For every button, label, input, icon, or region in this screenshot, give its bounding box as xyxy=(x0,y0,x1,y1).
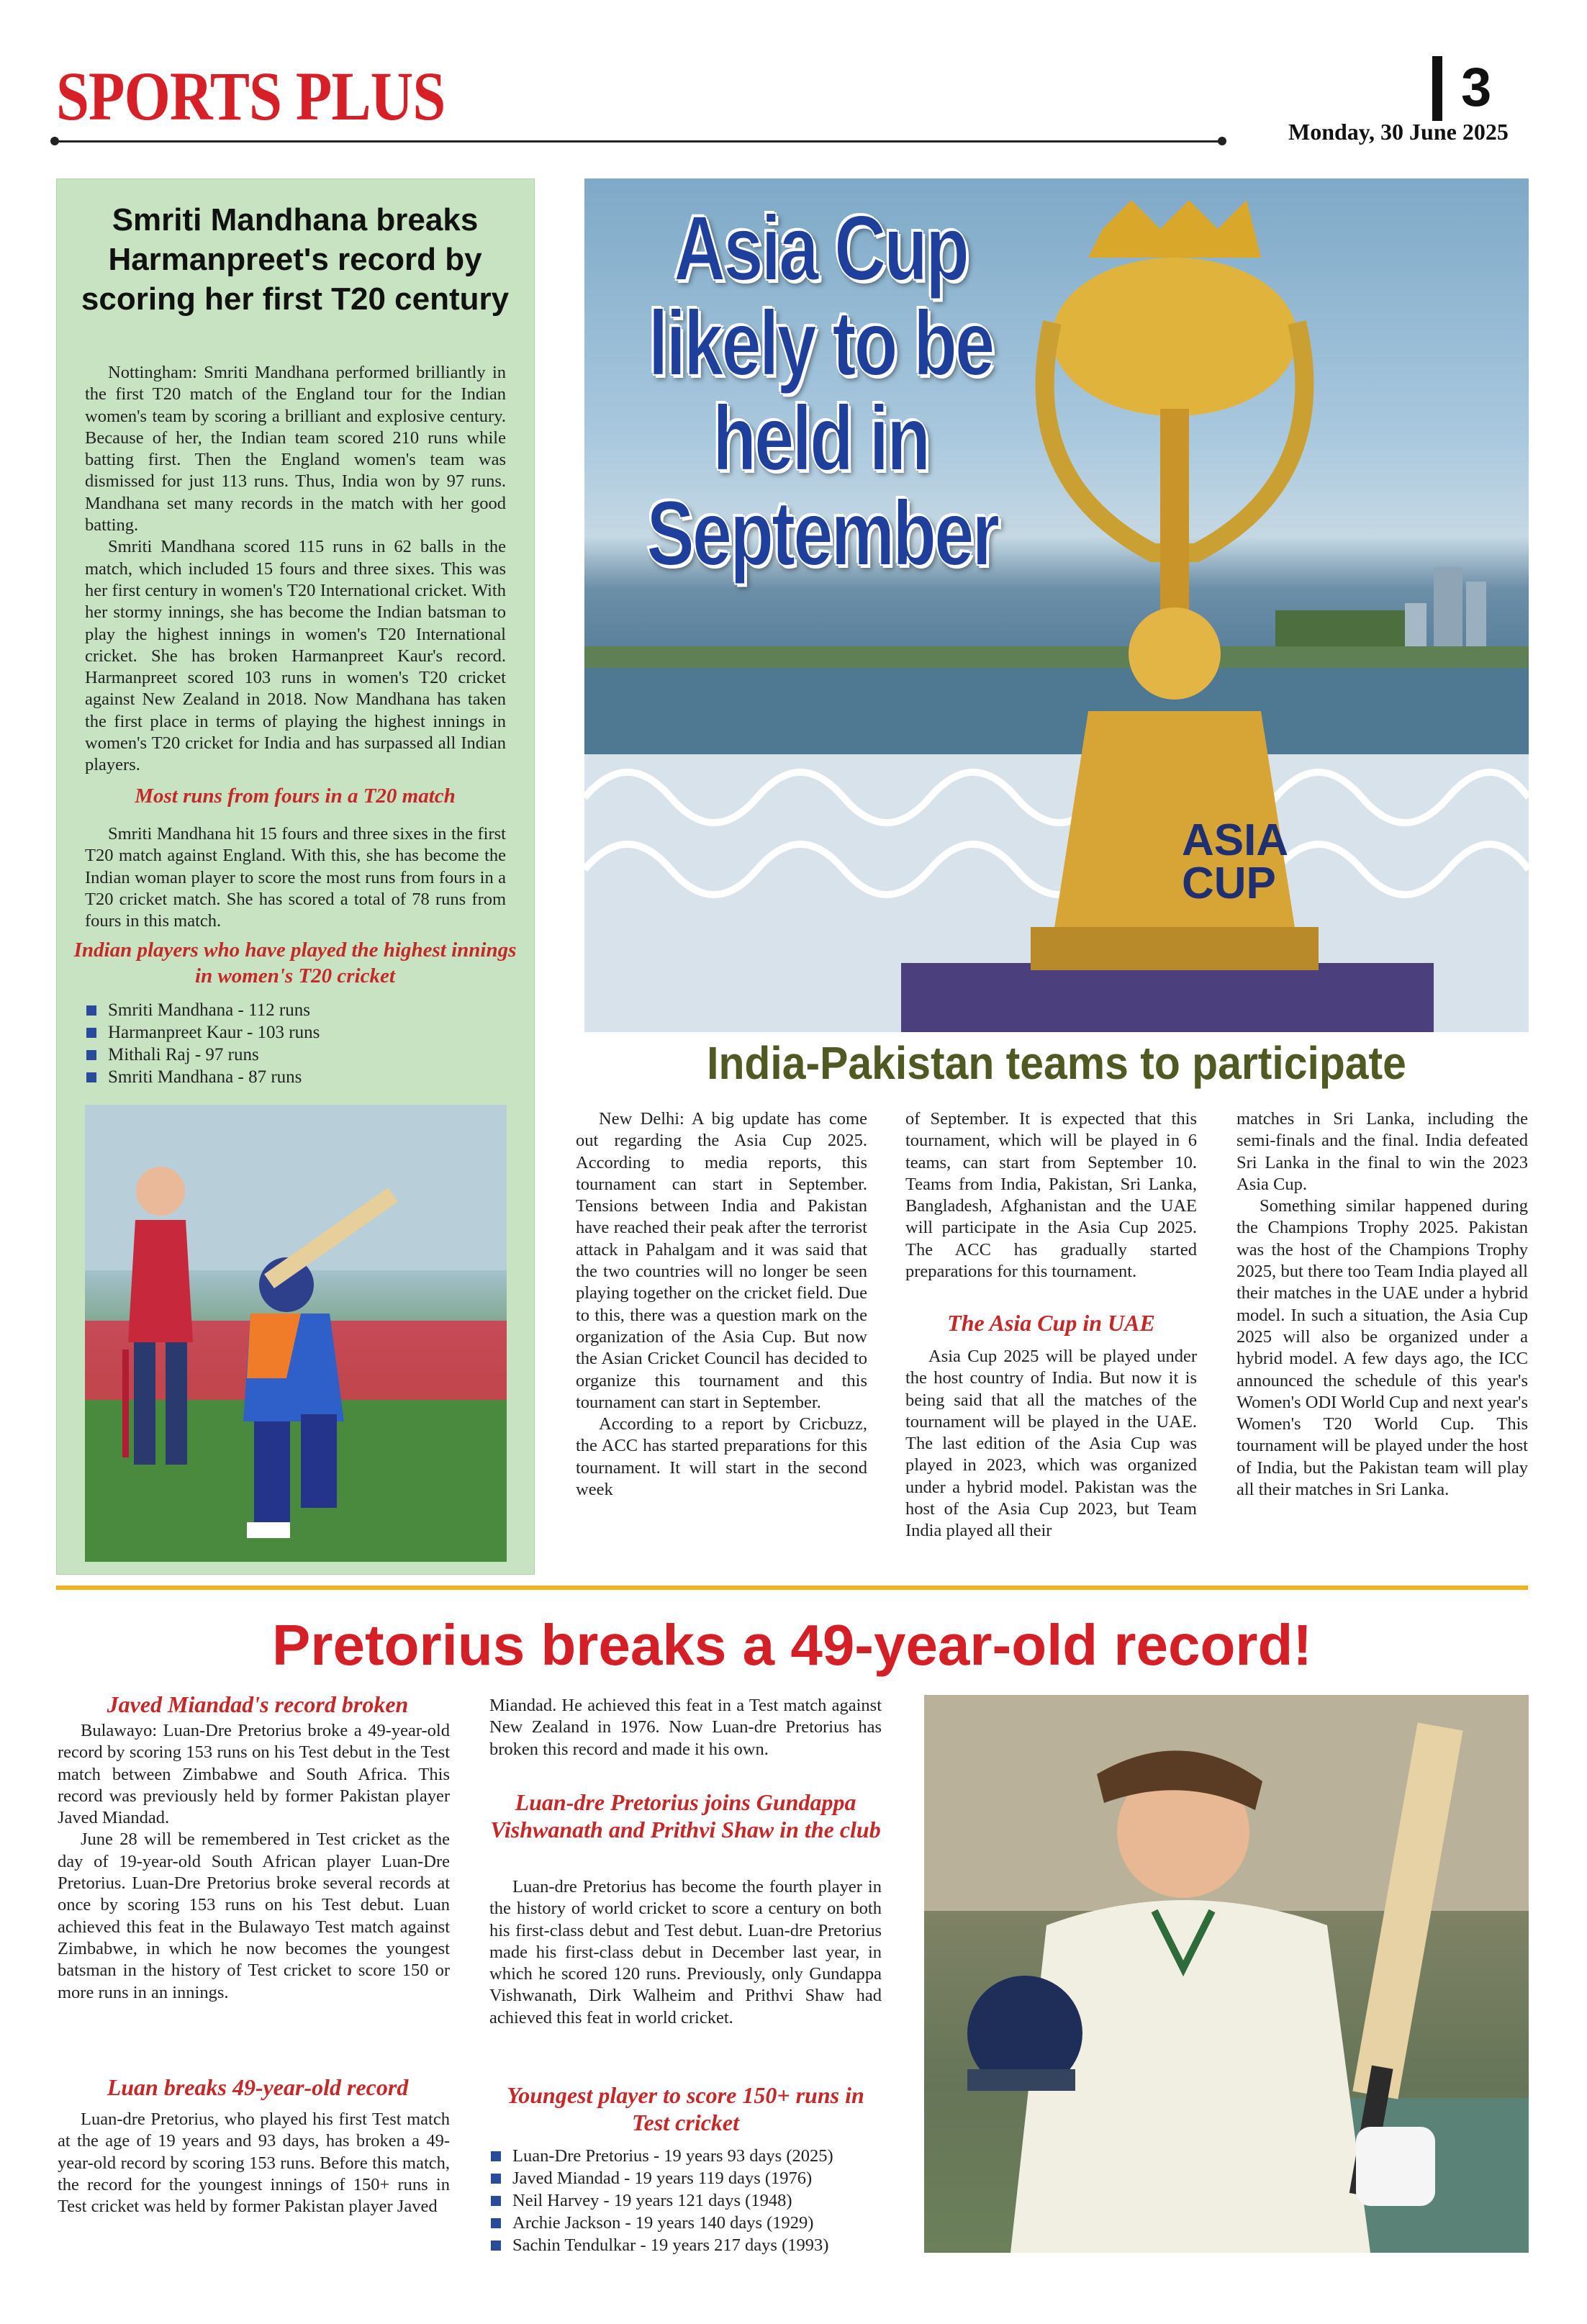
sidebar-subhead-highest-innings: Indian players who have played the highest innings in women's T20 cricket xyxy=(73,939,517,987)
svg-text:CUP: CUP xyxy=(1182,859,1276,908)
asia-cup-column-1 xyxy=(576,1108,867,1501)
asia-cup-column-2 xyxy=(905,1108,1197,1283)
article-paragraph: Luan-dre Pretorius, who played his first Test match at the age of 19 years and 93 days, has broken a 49-year-old record by scoring 153 runs. Before this match, the record for the youngest innings of 150+ runs in Test cricket was held by former Pakistan player Javed xyxy=(58,2110,450,2217)
sidebar-headline: Smriti Mandhana breaks Harmanpreet's record by scoring her first T20 century xyxy=(81,202,510,317)
header-rule xyxy=(56,140,1222,143)
list-item: Mithali Raj - 97 runs xyxy=(85,1044,506,1066)
pretorius-column-2 xyxy=(489,1695,882,1760)
list-item: Neil Harvey - 19 years 121 days (1948) xyxy=(489,2189,882,2212)
article-paragraph: Miandad. He achieved this feat in a Test match against New Zealand in 1976. Now Luan-dre Pretorius has broken this record and made it his own. xyxy=(489,1696,882,1759)
list-item: Smriti Mandhana - 112 runs xyxy=(85,999,506,1021)
asia-cup-uae-subhead: The Asia Cup in UAE xyxy=(947,1310,1155,1336)
sidebar-paragraph: Smriti Mandhana hit 15 fours and three sixes in the first T20 match against England. With this, she has become the Indian woman player to score the most runs from fours in a T20 cricket match. She has scored a total of 78 runs from fours in this match. xyxy=(85,824,506,931)
india-pakistan-headline: India-Pakistan teams to participate xyxy=(707,1037,1406,1089)
pretorius-column-1b xyxy=(58,2109,450,2217)
article-paragraph: Bulawayo: Luan-Dre Pretorius broke a 49-year-old record by scoring 153 runs on his Test debut in the Test match between Zimbabwe and South Africa. This record was previously held by former Pakistan player Javed Miandad. xyxy=(58,1721,450,1828)
sidebar-body-2 xyxy=(85,823,506,932)
asia-cup-column-2b xyxy=(905,1346,1197,1542)
section-divider xyxy=(56,1586,1528,1590)
youngest-150-list xyxy=(489,2145,882,2256)
sidebar-body-1 xyxy=(85,362,506,777)
list-item: Luan-Dre Pretorius - 19 years 93 days (2025) xyxy=(489,2145,882,2167)
header-rule-end-left xyxy=(50,137,59,145)
article-paragraph: of September. It is expected that this tournament, which will be played in 6 teams, can start from September 10. Teams from India, Pakistan, Sri Lanka, Bangladesh, Afghanistan and the UAE will participate in the Asia Cup 2025. The ACC has gradually started preparations for this tournament. xyxy=(905,1109,1197,1282)
list-item: Sachin Tendulkar - 19 years 217 days (1993) xyxy=(489,2234,882,2256)
smriti-batting-photo xyxy=(85,1105,507,1562)
asia-cup-headline: Asia Cup likely to be held in September xyxy=(646,197,998,585)
cricket-scene-illustration xyxy=(85,1105,507,1562)
article-paragraph: Asia Cup 2025 will be played under the host country of India. But now it is being said that all the matches of the tournament will be played in the UAE. The last edition of the Asia Cup was played in 2023, which was organized under a hybrid model. Pakistan was the host of the Asia Cup 2023, but Team India played all their xyxy=(905,1347,1197,1541)
header-rule-end-right xyxy=(1218,137,1226,145)
asia-cup-column-3 xyxy=(1236,1108,1528,1501)
pretorius-column-1 xyxy=(58,1720,450,2004)
pretorius-headline: Pretorius breaks a 49-year-old record! xyxy=(271,1613,1313,1677)
article-paragraph: According to a report by Cricbuzz, the ACC has started preparations for this tournament. It will start in the second week xyxy=(576,1414,867,1500)
club-subhead: Luan-dre Pretorius joins Gundappa Vishwanath and Prithvi Shaw in the club xyxy=(490,1789,881,1843)
youngest-player-subhead: Youngest player to score 150+ runs in Test cricket xyxy=(507,2082,864,2135)
sidebar-paragraph: Nottingham: Smriti Mandhana performed brilliantly in the first T20 match of the England tour for the Indian women's team by scoring a brilliant and explosive century. Because of her, the Indian team scored 210 runs while batting first. Then the England women's team was dismissed for just 113 runs. Thus, India won by 97 runs. Mandhana set many records in the match with her good batting. xyxy=(85,363,506,535)
article-paragraph: matches in Sri Lanka, including the semi-finals and the final. India defeated Sri Lanka in the final to win the 2023 Asia Cup. xyxy=(1236,1109,1528,1194)
sidebar-paragraph: Smriti Mandhana scored 115 runs in 62 balls in the match, which included 15 fours and three sixes. This was her first century in women's T20 International cricket. With her stormy innings, she has become the Indian batsman to play the highest innings in women's T20 International cricket. She has broken Harmanpreet Kaur's record. Harmanpreet scored 103 runs in women's T20 cricket against New Zealand in 2018. Now Mandhana has taken the first place in terms of playing the highest innings in women's T20 cricket for India and has surpassed all Indian players. xyxy=(85,537,506,775)
pretorius-illustration xyxy=(924,1695,1529,2253)
article-paragraph: Something similar happened during the Champions Trophy 2025. Pakistan was the host of the Champions Trophy 2025, but there too Team India played all their matches in the UAE under a hybrid model. In such a situation, the Asia Cup 2025 will also be organized under a hybrid model. A few days ago, the ICC announced the schedule of this year's Women's ODI World Cup and next year's Women's T20 World Cup. This tournament will be played under the host of India, but the Pakistan team will play all their matches in Sri Lanka. xyxy=(1236,1196,1528,1500)
list-item: Harmanpreet Kaur - 103 runs xyxy=(85,1021,506,1044)
highest-innings-list xyxy=(85,999,506,1088)
article-paragraph: June 28 will be remembered in Test cricket as the day of 19-year-old South African player Luan-Dre Pretorius. Luan-Dre Pretorius broke several records at once by scoring 153 runs on his Test debut. Luan achieved this feat in the Bulawayo Test match against Zimbabwe, in which he now becomes the youngest batsman in the history of Test cricket to score 150 or more runs in an innings. xyxy=(58,1830,450,2002)
page-number: 3 xyxy=(1461,57,1492,118)
issue-date: Monday, 30 June 2025 xyxy=(1288,119,1509,145)
sidebar-subhead-fours: Most runs from fours in a T20 match xyxy=(135,785,456,808)
list-item: Smriti Mandhana - 87 runs xyxy=(85,1066,506,1088)
article-paragraph: New Delhi: A big update has come out regarding the Asia Cup 2025. According to media reports, this tournament can start in September. Tensions between India and Pakistan have reached their peak after the terrorist attack in Pahalgam and it was said that the two countries will no longer be seen playing together on the cricket field. Due to this, there was a question mark on the organization of the Asia Cup. But now the Asian Cricket Council has decided to organize this tournament and this tournament can start in September. xyxy=(576,1109,867,1412)
pretorius-celebration-photo xyxy=(924,1695,1529,2253)
luan-record-subhead: Luan breaks 49-year-old record xyxy=(107,2074,409,2100)
miandad-record-subhead: Javed Miandad's record broken xyxy=(107,1691,409,1717)
list-item: Javed Miandad - 19 years 119 days (1976) xyxy=(489,2167,882,2189)
pretorius-column-2b xyxy=(489,1876,882,2029)
section-title: SPORTS PLUS xyxy=(56,58,446,135)
page-number-bar xyxy=(1432,56,1442,121)
article-paragraph: Luan-dre Pretorius has become the fourth player in the history of world cricket to score a century on both his first-class debut and Test debut. Luan-dre Pretorius made his first-class debut in December last year, in which he scored 120 runs. Previously, only Gundappa Vishwanath, Dirk Walheim and Prithvi Shaw had achieved this feat in world cricket. xyxy=(489,1877,882,2027)
trophy-badge-text: ASIA xyxy=(1182,815,1289,865)
list-item: Archie Jackson - 19 years 140 days (1929) xyxy=(489,2212,882,2234)
